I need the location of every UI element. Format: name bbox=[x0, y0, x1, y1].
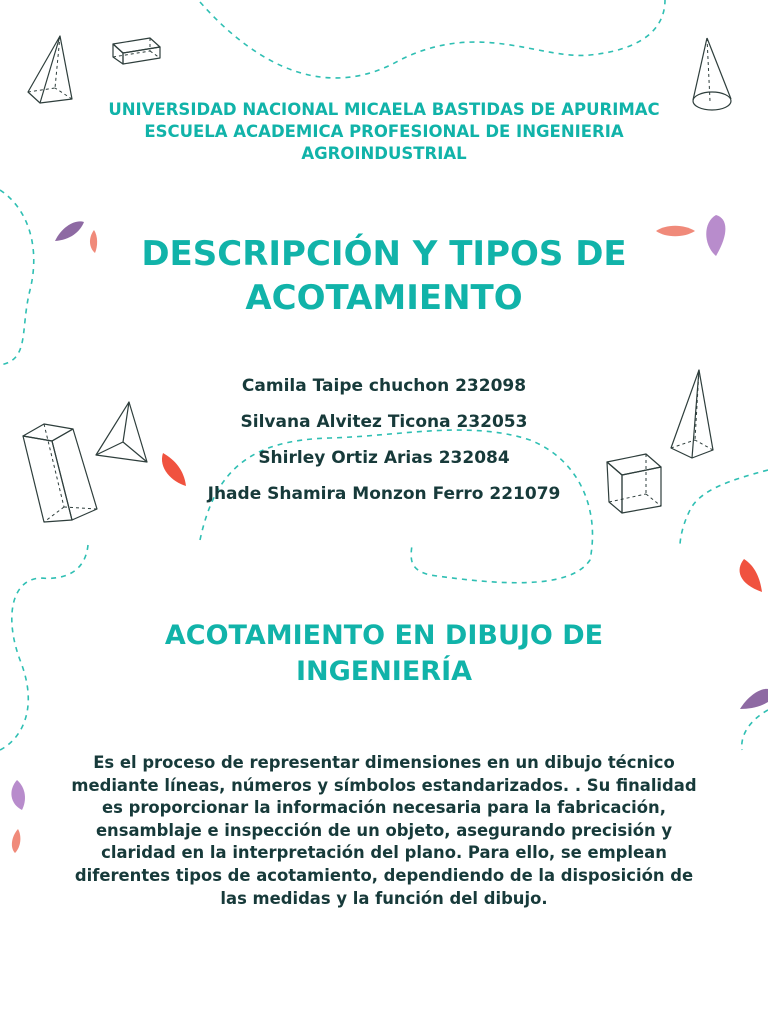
institution-header bbox=[0, 99, 768, 165]
author-name: Jhade Shamira Monzon Ferro 221079 bbox=[207, 484, 561, 504]
pyramid-outline bbox=[28, 36, 72, 103]
dashed-wave-line bbox=[200, 0, 665, 78]
section-heading-line2: INGENIERÍA bbox=[295, 656, 473, 687]
author-name: Shirley Ortiz Arias 232084 bbox=[258, 448, 510, 468]
petal-shape bbox=[12, 829, 21, 853]
petal-shape bbox=[11, 780, 25, 810]
section-heading bbox=[0, 618, 768, 690]
page-title-line1: DESCRIPCIÓN Y TIPOS DE bbox=[141, 234, 627, 274]
author-name: Camila Taipe chuchon 232098 bbox=[241, 376, 527, 396]
section-body-paragraph: Es el proceso de representar dimensiones en un dibujo técnico mediante líneas, números y símbolos estandarizados. . Su finalidad es proporcionar la información necesaria para la fabricación, ensamblaje e inspección de un objeto, asegurando precisión y claridad en la interpretación del plano. Para ello, se emplean diferentes tipos de acotamiento, dependiendo de la disposición de las medidas y la función del dibujo. bbox=[71, 753, 697, 908]
university-name: UNIVERSIDAD NACIONAL MICAELA BASTIDAS DE APURIMAC bbox=[108, 100, 660, 119]
petal-shape bbox=[740, 689, 768, 709]
section-heading-line1: ACOTAMIENTO EN DIBUJO DE bbox=[164, 620, 604, 651]
box-outline bbox=[113, 38, 160, 64]
school-name-line1: ESCUELA ACADEMICA PROFESIONAL DE INGENIERIA bbox=[144, 122, 624, 141]
dashed-wave-line bbox=[742, 710, 768, 750]
author-list bbox=[0, 368, 768, 512]
page-title bbox=[0, 232, 768, 320]
petal-shape bbox=[740, 559, 762, 592]
page-title-line2: ACOTAMIENTO bbox=[245, 278, 523, 318]
school-name-line2: AGROINDUSTRIAL bbox=[301, 144, 467, 163]
author-name: Silvana Alvitez Ticona 232053 bbox=[240, 412, 528, 432]
